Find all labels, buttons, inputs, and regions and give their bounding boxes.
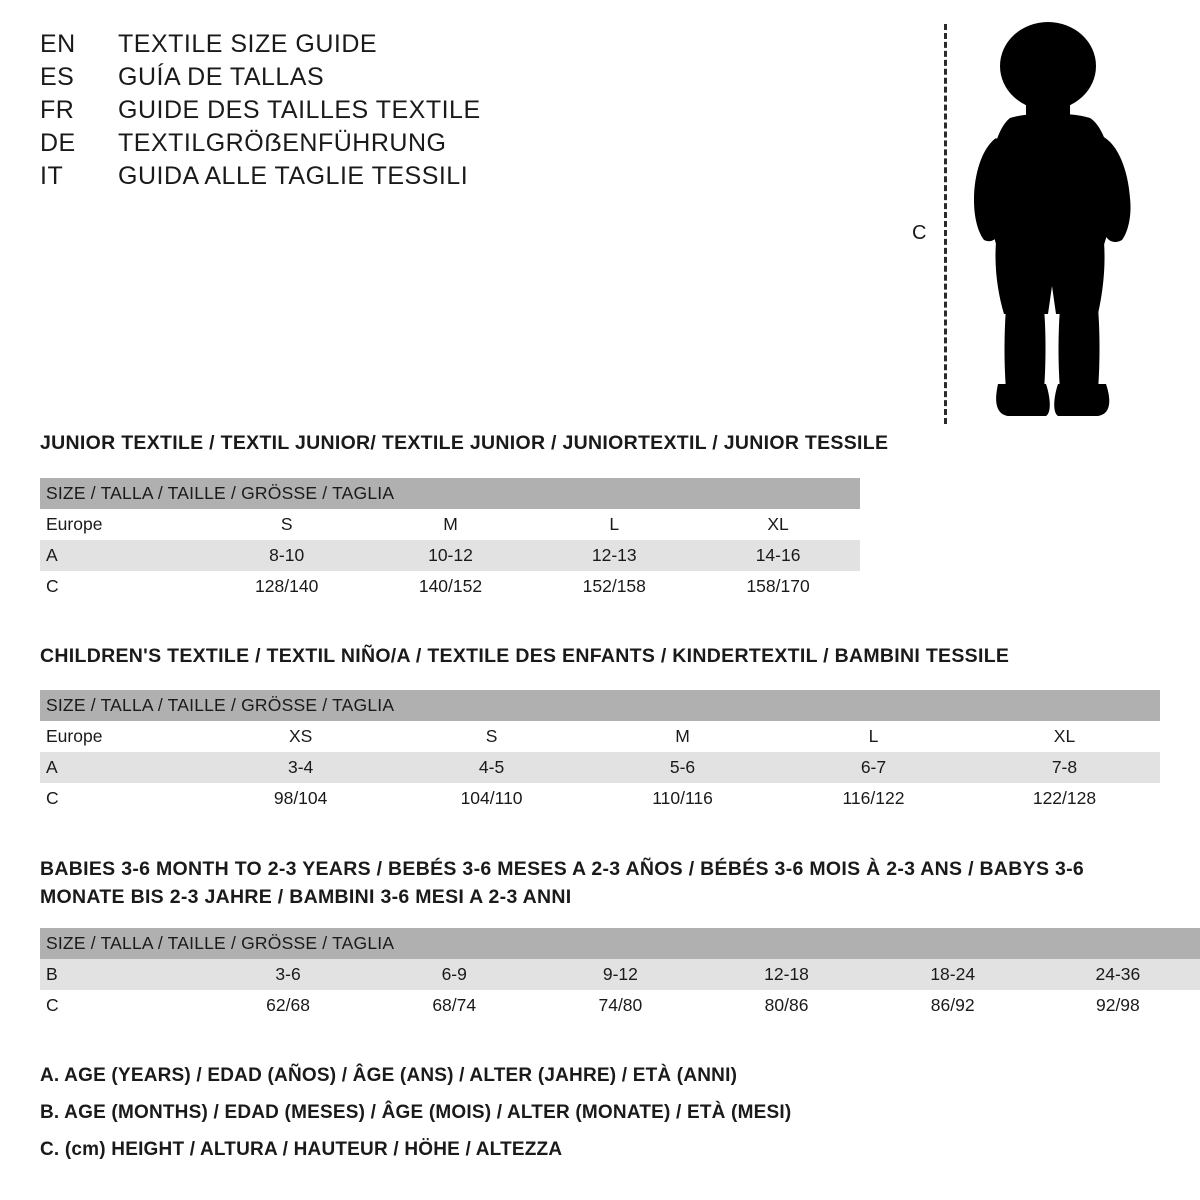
babies-row-b-v3: 12-18 [703, 959, 869, 990]
junior-row-c-v0: 128/140 [205, 571, 369, 602]
children-row-c-label: C [40, 783, 205, 814]
children-row-c [40, 783, 1160, 814]
children-table-header-cell: SIZE / TALLA / TAILLE / GRÖSSE / TAGLIA [40, 690, 1160, 721]
title-lang-fr: FR [40, 96, 75, 124]
babies-row-c-v0: 62/68 [205, 990, 371, 1021]
children-row-europe-v1: S [396, 721, 587, 752]
height-measure-figure [900, 10, 1160, 430]
children-table-header-row [40, 690, 1160, 721]
junior-row-a-v1: 10-12 [369, 540, 533, 571]
legend-line-c: C. (cm) HEIGHT / ALTURA / HAUTEUR / HÖHE / ALTEZZA [40, 1139, 563, 1160]
title-text-it: GUIDA ALLE TAGLIE TESSILI [118, 162, 469, 190]
children-row-a-label: A [40, 752, 205, 783]
title-block [40, 30, 800, 195]
junior-row-a-v3: 14-16 [696, 540, 860, 571]
babies-row-b-v1: 6-9 [371, 959, 537, 990]
height-dashed-line [944, 24, 947, 424]
children-row-a-v2: 5-6 [587, 752, 778, 783]
section-heading-children: CHILDREN'S TEXTILE / TEXTIL NIÑO/A / TEXTILE DES ENFANTS / KINDERTEXTIL / BAMBINI TESSILE [40, 645, 1010, 667]
title-row-es [40, 63, 800, 92]
children-row-europe [40, 721, 1160, 752]
babies-row-c-v3: 80/86 [703, 990, 869, 1021]
children-row-c-v4: 122/128 [969, 783, 1160, 814]
babies-row-b-v5: 24-36 [1036, 959, 1200, 990]
junior-table-header-cell: SIZE / TALLA / TAILLE / GRÖSSE / TAGLIA [40, 478, 860, 509]
title-row-en [40, 30, 800, 59]
babies-row-c-v4: 86/92 [870, 990, 1036, 1021]
figure-measure-label: C [912, 222, 927, 244]
children-size-table [40, 690, 1160, 814]
section-heading-babies: BABIES 3-6 MONTH TO 2-3 YEARS / BEBÉS 3-6 MESES A 2-3 AÑOS / BÉBÉS 3-6 MOIS À 2-3 ANS / BABYS 3-6 MONATE BIS 2-3 JAHRE / BAMBINI 3-6 MESI A 2-3 ANNI [40, 858, 1085, 909]
title-text-en: TEXTILE SIZE GUIDE [118, 30, 378, 58]
title-row-fr [40, 96, 800, 125]
title-lang-it: IT [40, 162, 64, 190]
children-row-a-v3: 6-7 [778, 752, 969, 783]
junior-row-europe-v0: S [205, 509, 369, 540]
children-row-europe-v0: XS [205, 721, 396, 752]
junior-size-table [40, 478, 860, 602]
junior-row-a-v0: 8-10 [205, 540, 369, 571]
junior-row-a-label: A [40, 540, 205, 571]
babies-row-c-v5: 92/98 [1036, 990, 1200, 1021]
junior-row-europe-v1: M [369, 509, 533, 540]
children-row-a-v4: 7-8 [969, 752, 1160, 783]
title-text-es: GUÍA DE TALLAS [118, 63, 325, 91]
title-lang-es: ES [40, 63, 75, 91]
babies-size-table [40, 928, 1200, 1021]
junior-row-europe-label: Europe [40, 509, 205, 540]
children-row-europe-v4: XL [969, 721, 1160, 752]
babies-row-b-label: B [40, 959, 205, 990]
section-heading-junior: JUNIOR TEXTILE / TEXTIL JUNIOR/ TEXTILE JUNIOR / JUNIORTEXTIL / JUNIOR TESSILE [40, 432, 889, 454]
junior-row-c-label: C [40, 571, 205, 602]
junior-row-c-v3: 158/170 [696, 571, 860, 602]
junior-row-europe-v2: L [532, 509, 696, 540]
junior-row-a [40, 540, 860, 571]
title-row-de [40, 129, 800, 158]
children-row-c-v1: 104/110 [396, 783, 587, 814]
title-text-de: TEXTILGRÖẞENFÜHRUNG [118, 129, 447, 157]
babies-row-b [40, 959, 1200, 990]
title-lang-de: DE [40, 129, 76, 157]
junior-row-europe-v3: XL [696, 509, 860, 540]
children-row-europe-label: Europe [40, 721, 205, 752]
children-row-a-v0: 3-4 [205, 752, 396, 783]
legend-line-b: B. AGE (MONTHS) / EDAD (MESES) / ÂGE (MOIS) / ALTER (MONATE) / ETÀ (MESI) [40, 1102, 792, 1123]
babies-table-header-row [40, 928, 1200, 959]
legend-line-a: A. AGE (YEARS) / EDAD (AÑOS) / ÂGE (ANS) / ALTER (JAHRE) / ETÀ (ANNI) [40, 1065, 738, 1086]
children-row-europe-v2: M [587, 721, 778, 752]
title-lang-en: EN [40, 30, 76, 58]
toddler-silhouette-icon [952, 18, 1152, 428]
children-row-a [40, 752, 1160, 783]
children-row-c-v0: 98/104 [205, 783, 396, 814]
junior-row-c-v1: 140/152 [369, 571, 533, 602]
children-row-a-v1: 4-5 [396, 752, 587, 783]
junior-row-europe [40, 509, 860, 540]
babies-table-header-cell: SIZE / TALLA / TAILLE / GRÖSSE / TAGLIA [40, 928, 1200, 959]
children-row-c-v3: 116/122 [778, 783, 969, 814]
babies-row-b-v2: 9-12 [537, 959, 703, 990]
junior-row-c-v2: 152/158 [532, 571, 696, 602]
babies-row-b-v4: 18-24 [870, 959, 1036, 990]
babies-row-c-label: C [40, 990, 205, 1021]
junior-table-header-row [40, 478, 860, 509]
babies-row-b-v0: 3-6 [205, 959, 371, 990]
junior-row-c [40, 571, 860, 602]
children-row-c-v2: 110/116 [587, 783, 778, 814]
babies-row-c [40, 990, 1200, 1021]
babies-row-c-v2: 74/80 [537, 990, 703, 1021]
babies-row-c-v1: 68/74 [371, 990, 537, 1021]
title-text-fr: GUIDE DES TAILLES TEXTILE [118, 96, 481, 124]
children-row-europe-v3: L [778, 721, 969, 752]
junior-row-a-v2: 12-13 [532, 540, 696, 571]
legend-block [40, 1065, 1140, 1176]
title-row-it [40, 162, 800, 191]
